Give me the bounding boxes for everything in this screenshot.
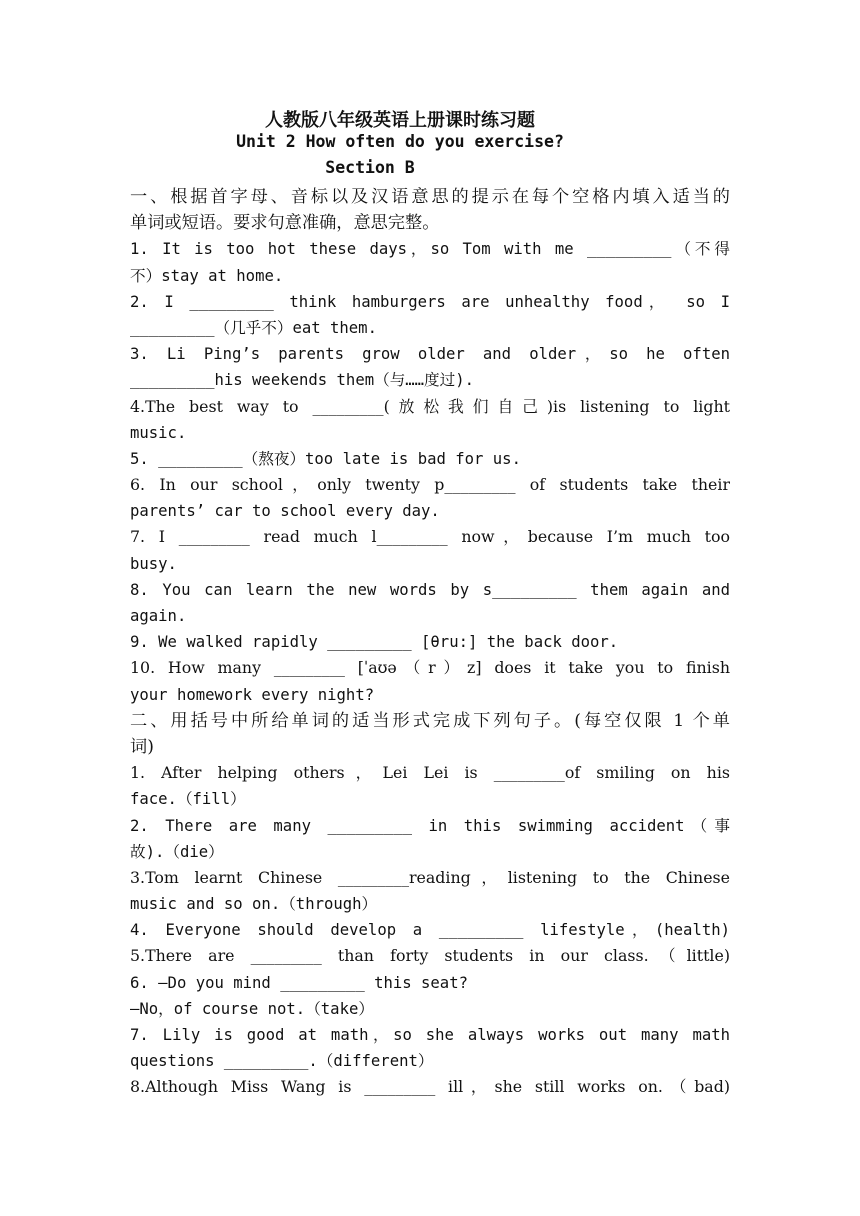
part1-question-6: 6. In our school，only twenty p_________ of students take their [130, 475, 730, 495]
part2-question-6: 6. —Do you mind _________ this seat? [130, 973, 468, 992]
part2-question-1: 1. After helping others，Lei Lei is _________of smiling on his [130, 763, 730, 783]
part1-question-4-cont: music. [130, 423, 187, 442]
part1-question-8: 8. You can learn the new words by s_________ them again and [130, 580, 730, 599]
part1-question-4: 4.The best way to _________(放松我们自己)is listening to light [130, 396, 730, 416]
part2-question-4: 4. Everyone should develop a _________ lifestyle，(health) [130, 921, 730, 940]
part2-question-7: 7. Lily is good at math，so she always works out many math [130, 1026, 730, 1044]
part1-question-10-cont: your homework every night? [130, 685, 375, 704]
exercise-body [130, 184, 730, 1101]
part2-question-2-cont: 故).（die） [130, 842, 224, 861]
part1-question-1: 1. It is too hot these days，so Tom with me _________（不得 [130, 240, 730, 259]
part2-question-5: 5.There are _________ than forty students in our class.（little) [130, 946, 730, 966]
part1-question-1-cont: 不）stay at home. [130, 266, 284, 285]
part1-question-8-cont: again. [130, 607, 187, 625]
part2-heading-cont: 词) [130, 736, 154, 757]
part1-heading-cont: 单词或短语。要求句意准确，意思完整。 [130, 213, 440, 234]
part1-heading: 一、根据首字母、音标以及汉语意思的提示在每个空格内填入适当的 [130, 187, 730, 207]
part1-question-9: 9. We walked rapidly _________ [θru:] the back door. [130, 633, 619, 652]
part1-question-3-cont: _________his weekends them（与……度过). [130, 371, 475, 390]
part1-question-2: 2. I _________ think hamburgers are unhealthy food， so I [130, 292, 730, 311]
part1-question-7-cont: busy. [130, 554, 177, 573]
part2-question-1-cont: face.（fill） [130, 790, 246, 809]
part1-question-10: 10. How many _________ [ˈaʊə（r）z] does it take you to finish [130, 658, 730, 678]
part2-question-3-cont: music and so on.（through） [130, 895, 378, 914]
part2-question-3: 3.Tom learnt Chinese _________reading，listening to the Chinese [130, 867, 730, 887]
part1-question-6-cont: parents’ car to school every day. [130, 502, 440, 521]
part2-question-6-cont: —No，of course not.（take） [130, 999, 374, 1018]
section-title: Section B [325, 158, 415, 177]
part1-question-3: 3. Li Ping’s parents grow older and older，so he often [130, 345, 730, 364]
part1-question-2-cont: _________（几乎不）eat them. [130, 318, 377, 337]
unit-title: Unit 2 How often do you exercise? [236, 132, 564, 151]
part1-question-5: 5. _________（熬夜）too late is bad for us. [130, 449, 521, 468]
part2-heading: 二、用括号中所给单词的适当形式完成下列句子。(每空仅限 1 个单 [130, 710, 730, 731]
part2-question-2: 2. There are many _________ in this swimming accident（事 [130, 816, 730, 835]
part1-question-7: 7. I _________ read much l_________ now，because I’m much too [130, 527, 730, 547]
part2-question-7-cont: questions _________.（different） [130, 1052, 434, 1071]
part2-question-8: 8.Although Miss Wang is _________ ill，she still works on.（bad) [130, 1077, 730, 1097]
worksheet-title: 人教版八年级英语上册课时练习题 [265, 110, 535, 131]
